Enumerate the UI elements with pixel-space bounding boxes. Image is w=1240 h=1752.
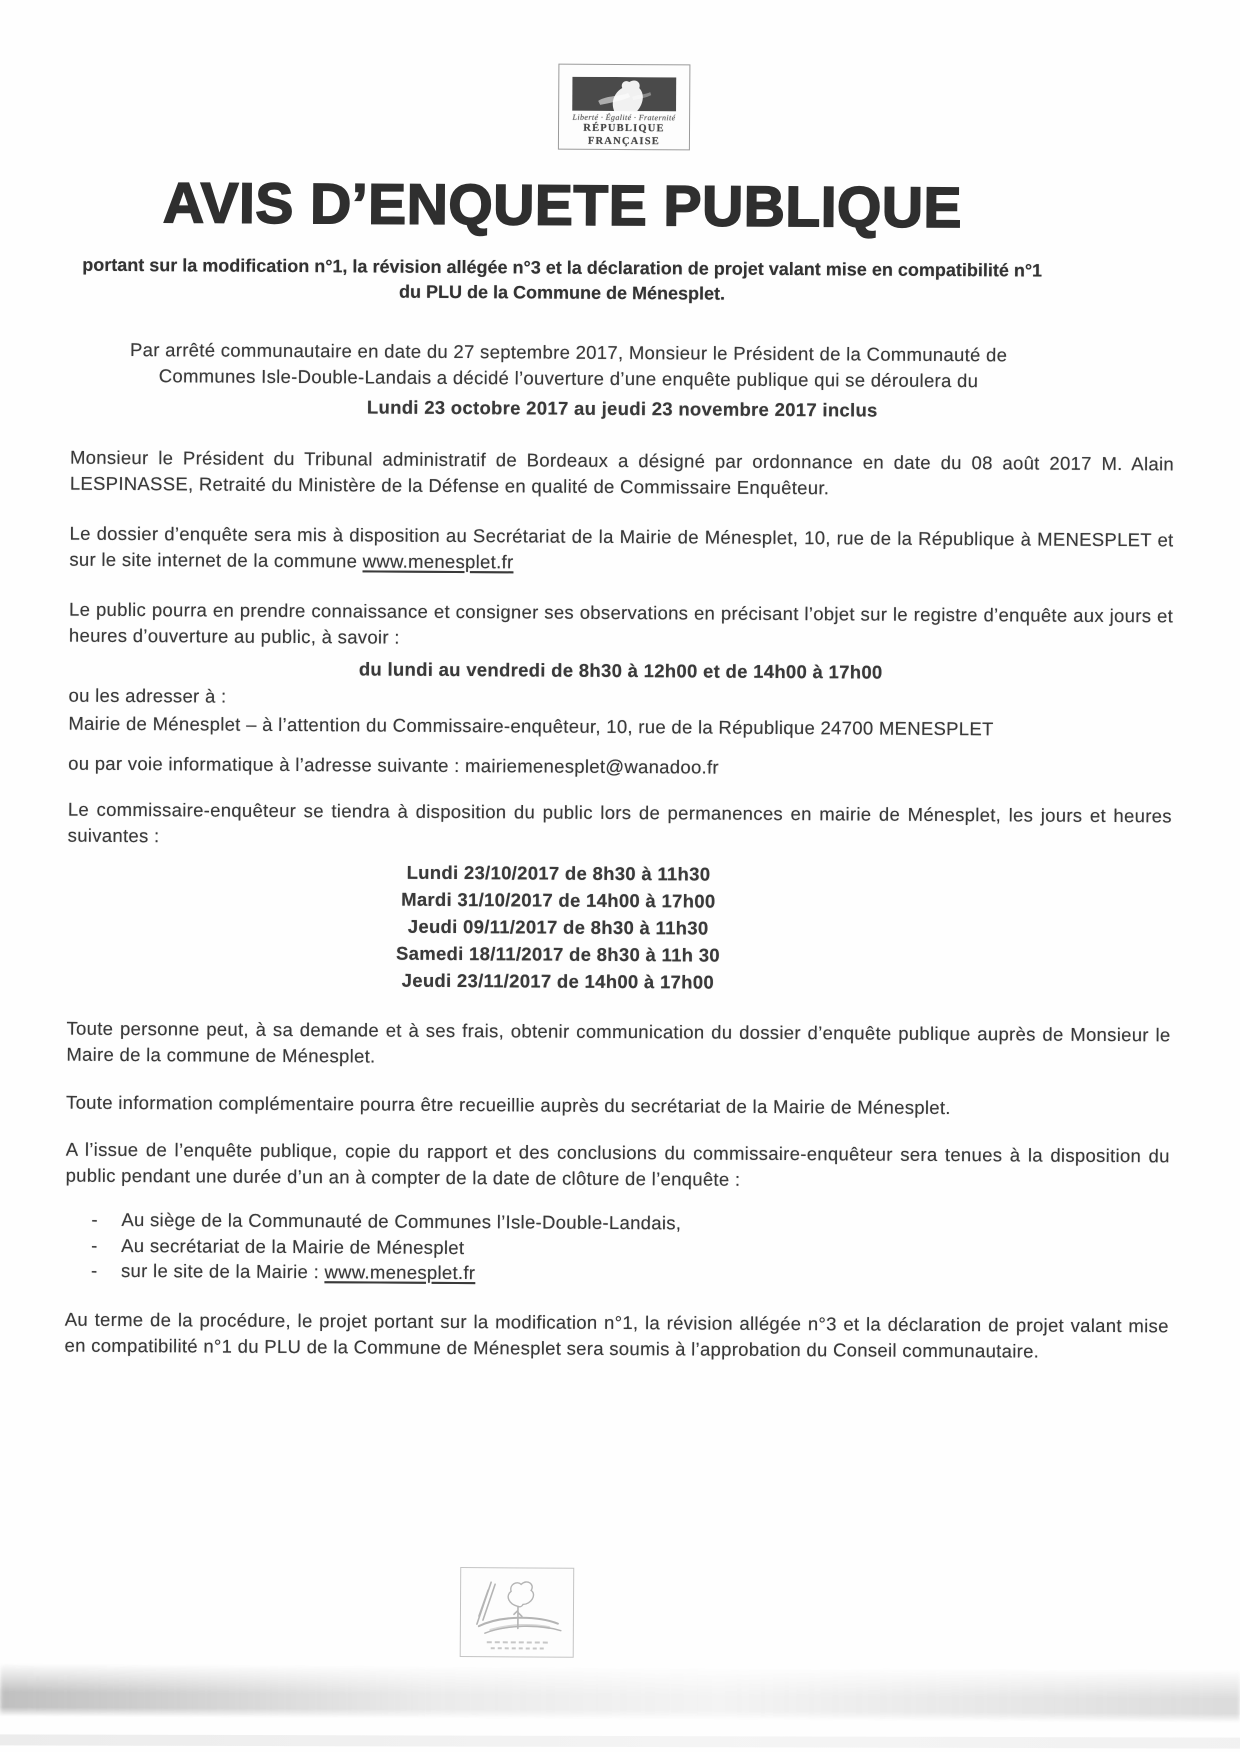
- paragraph-intro: Par arrêté communautaire en date du 27 septembre 2017, Monsieur le Président de la Communauté de Communes Isle-Double-Landais a décidé l’ouverture d’une enquête publique qui se déroulera du: [129, 338, 1008, 392]
- marianne-icon: [559, 77, 689, 112]
- inquiry-period: Lundi 23 octobre 2017 au jeudi 23 novembre 2017 inclus: [366, 396, 878, 421]
- paragraph-permanences: Le commissaire-enquêteur se tiendra à disposition du public lors de permanences en mairie de Ménesplet, les jours et heures suivantes :: [67, 798, 1172, 847]
- bullet-dash: -: [91, 1208, 98, 1230]
- republique-francaise-logo: [558, 64, 691, 151]
- site-prefix: sur le site de la Mairie :: [120, 1259, 325, 1283]
- list-item: [91, 1258, 1169, 1290]
- bullet-dash: -: [91, 1234, 98, 1256]
- location-text: Au siège de la Communauté de Communes l’Isle-Double-Landais,: [121, 1208, 682, 1234]
- page-title: AVIS D’ENQUETE PUBLIQUE: [162, 171, 963, 241]
- rf-motto: Liberté · Égalité · Fraternité: [572, 112, 676, 123]
- paragraph-communication: Toute personne peut, à sa demande et à ses frais, obtenir communication du dossier d’enquête publique auprès de Monsieur le Maire de la commune de Ménesplet.: [66, 1017, 1171, 1067]
- rf-name: RÉPUBLIQUE FRANÇAISE: [583, 122, 665, 148]
- schedule-item: Jeudi 23/11/2017 de 14h00 à 17h00: [401, 969, 715, 993]
- website-link[interactable]: www.menesplet.fr: [362, 550, 514, 573]
- scan-artifact-smudge: [0, 1663, 1240, 1723]
- schedule-item: Mardi 31/10/2017 de 14h00 à 17h00: [401, 888, 716, 912]
- schedule-item: Samedi 18/11/2017 de 8h30 à 11h 30: [395, 942, 721, 966]
- paragraph-commissaire: Monsieur le Président du Tribunal administratif de Bordeaux a désigné par ordonnance en date du 08 août 2017 M. Alain LESPINASSE, Retraité du Ministère de la Défense en qualité de Commissaire Enquêteur.: [69, 446, 1175, 499]
- commune-logo: [460, 1567, 575, 1658]
- paragraph-final: Au terme de la procédure, le projet portant sur la modification n°1, la révision allégée n°3 et la déclaration de projet valant mise en compatibilité n°1 du PLU de la Commune de Ménesplet sera soumis à l’approbation du Conseil communautaire.: [64, 1308, 1169, 1362]
- email-line: ou par voie informatique à l’adresse suivante : mairiemenesplet@wanadoo.fr: [68, 752, 719, 778]
- paragraph-registre: Le public pourra en prendre connaissance et consigner ses observations en précisant l’objet sur le registre d’enquête aux jours et heures d’ouverture au public, à savoir :: [68, 598, 1174, 648]
- locations-list: [65, 1207, 1169, 1290]
- opening-hours: du lundi au vendredi de 8h30 à 12h00 et de 14h00 à 17h00: [358, 658, 883, 683]
- paragraph-conclusions: A l’issue de l’enquête publique, copie du rapport et des conclusions du commissaire-enquêteur sera tenues à la disposition du public pendant une durée d’un an à compter de la date de clôture de l’enquête :: [65, 1138, 1170, 1190]
- site-link[interactable]: www.menesplet.fr: [324, 1261, 476, 1284]
- bullet-dash: -: [90, 1259, 98, 1281]
- send-to-label: ou les adresser à :: [68, 684, 227, 707]
- paragraph-information: Toute information complémentaire pourra être recueillie auprès du secrétariat de la Mairie de Ménesplet.: [66, 1091, 951, 1119]
- tree-hill-icon: [461, 1643, 573, 1661]
- schedule-item: Lundi 23/10/2017 de 8h30 à 11h30: [406, 861, 711, 885]
- location-text: Au secrétariat de la Mairie de Ménesplet: [121, 1234, 465, 1258]
- paragraph-dossier: [69, 521, 1173, 580]
- schedule-list: [67, 857, 1050, 998]
- page-subtitle: portant sur la modification n°1, la révision allégée n°3 et la déclaration de projet valant mise en compatibilité n°1 du PLU de la Commune de Ménesplet.: [82, 254, 1043, 304]
- schedule-item: Jeudi 09/11/2017 de 8h30 à 11h30: [407, 915, 709, 939]
- site-bullet: [121, 1258, 475, 1286]
- postal-address: Mairie de Ménesplet – à l’attention du Commissaire-enquêteur, 10, rue de la République 24700 MENESPLET: [68, 712, 994, 740]
- dossier-text: Le dossier d’enquête sera mis à disposition au Secrétariat de la Mairie de Ménesplet, 10, rue de la République à MENESPLET et sur le site internet de la commune: [69, 522, 1174, 572]
